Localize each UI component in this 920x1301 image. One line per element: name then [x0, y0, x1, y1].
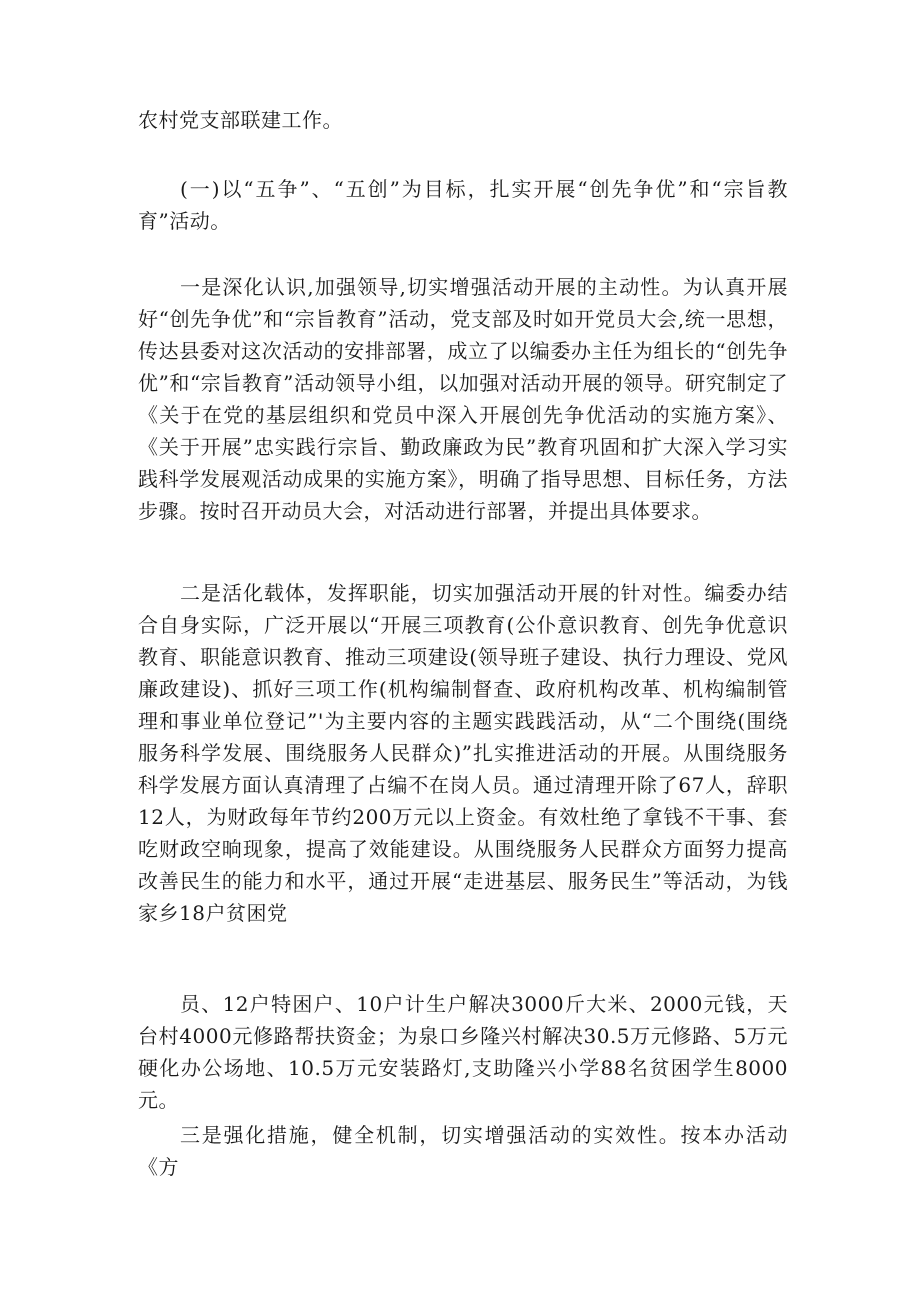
paragraph-2: 一是深化认识,加强领导,切实增强活动开展的主动性。为认真开展好“创先争优”和“宗旨教育”活动，党支部及时如开党员大会,统一思想，传达县委对这次活动的安排部署，成立了以编委办主任为组长的“创先争优”和“宗旨教育”活动领导小组，以加强对活动开展的领导。研究制定了《关于在党的基层组织和党员中深入开展创先争优活动的实施方案》、《关于开展”忠实践行宗旨、勤政廉政为民”教育巩固和扩大深入学习实践科学发展观活动成果的实施方案》，明确了指导思想、目标任务，方法步骤。按时召开动员大会，对活动进行部署，并提出具体要求。 [138, 275, 788, 523]
paragraph-5: 三是强化措施，健全机制，切实增强活动的实效性。按本办活动《方 [138, 1123, 788, 1179]
paragraph-4: 员、12户特困户、10户计生户解决3000斤大米、2000元钱，天台村4000元修路帮扶资金；为泉口乡隆兴村解决30.5万元修路、5万元硬化办公场地、10.5万元安装路灯,支助隆兴小学88名贫困学生8000元。 [138, 992, 788, 1112]
paragraph-1: 农村党支部联建工作。 [138, 108, 343, 132]
paragraph-3: 二是活化载体，发挥职能，切实加强活动开展的针对性。编委办结合自身实际，广泛开展以“开展三项教育(公仆意识教育、创先争优意识教育、职能意识教育、推动三项建设(领导班子建设、执行力理设、党风廉政建设)、抓好三项工作(机构编制督查、政府机构改革、机构编制管理和事业单位登记”'为主要内容的主题实践践活动，从“二个围绕(围绕服务科学发展、围绕服务人民群众)”扎实推进活动的开展。从围绕服务科学发展方面认真清理了占编不在岗人员。通过清理开除了67人，辞职12人，为财政每年节约200万元以上资金。有效杜绝了拿钱不干事、套吃财政空晌现象，提高了效能建设。从围绕服务人民群众方面努力提高改善民生的能力和水平，通过开展“走进基层、服务民生”等活动，为钱家乡18户贫困党 [138, 581, 788, 925]
section-heading-1: (一)以“五争”、“五创”为目标，扎实开展“创先争优”和“宗旨教育”活动。 [138, 177, 788, 233]
